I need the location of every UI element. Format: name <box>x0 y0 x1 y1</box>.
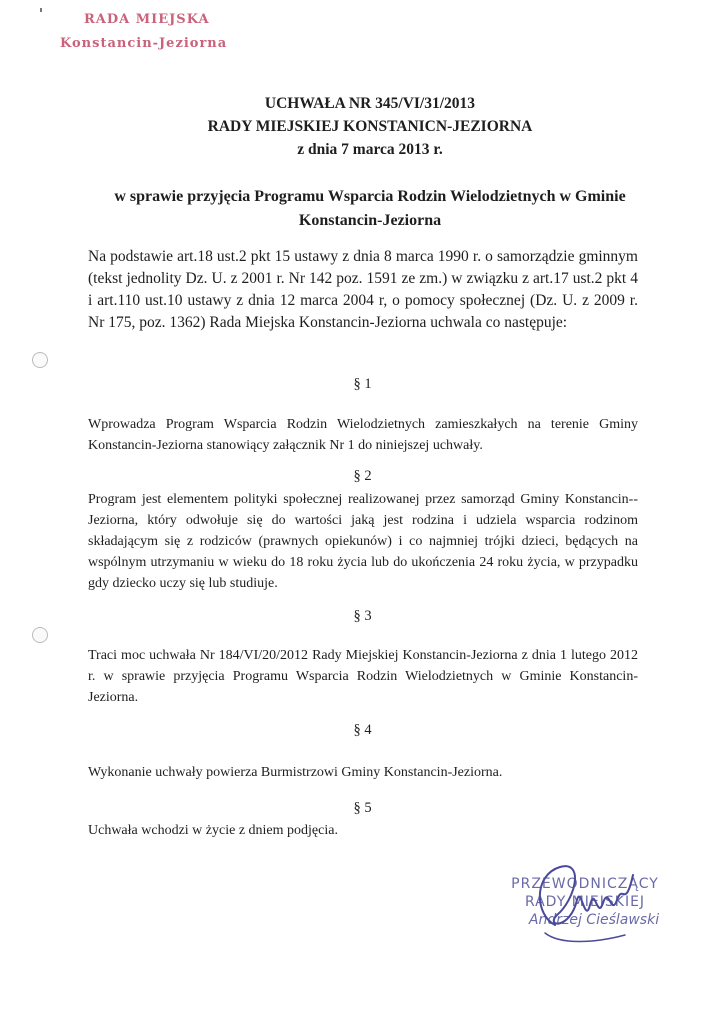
resolution-body: RADY MIEJSKIEJ KONSTANICN-JEZIORNA <box>207 118 533 135</box>
resolution-date: z dnia 7 marca 2013 r. <box>297 141 443 158</box>
section-mark: § 3 <box>353 608 372 624</box>
subject-line-1: w sprawie przyjęcia Programu Wsparcia Rodzin Wielodzietnych w Gminie <box>114 188 626 205</box>
section-text: Uchwała wchodzi w życie z dniem podjęcia. <box>88 823 338 838</box>
section-mark: § 5 <box>353 800 372 816</box>
section-mark: § 1 <box>353 376 372 392</box>
preamble: Na podstawie art.18 ust.2 pkt 15 ustawy z dnia 8 marca 1990 r. o samorządzie gminnym (tekst jednolity Dz. U. z 2001 r. Nr 142 poz. 1591 ze zm.) w związku z art.17 ust.2 pkt 4 i art.110 ust.10 ustawy z dnia 12 marca 2004 r, o pomocy społecznej (Dz. U. z 2009 r. Nr 175, poz. 1362) Rada Miejska Konstancin-Jeziorna uchwala co następuje: <box>88 248 638 331</box>
council-stamp <box>60 8 227 56</box>
page-mark <box>40 8 42 12</box>
punch-hole-icon <box>32 627 48 643</box>
section-text: Traci moc uchwała Nr 184/VI/20/2012 Rady Miejskiej Konstancin-Jeziorna z dnia 1 lutego 2012 r. w sprawie przyjęcia Programu Wsparcia Rodzin Wielodzietnych w Gminie Konstancin-Jeziorna. <box>88 648 638 705</box>
chairman-stamp-line-2: RADY MIEJSKIEJ <box>524 894 646 910</box>
section-mark: § 4 <box>353 722 372 738</box>
section-text: Program jest elementem polityki społecznej realizowanej przez samorząd Gminy Konstancin--Jeziorna, który odwołuje się do wartości jaką jest rodzina i udziela wsparcia rodzinom składającym się z rodziców (prawnych opiekunów) i co najmniej trójki dzieci, będących na wspólnym utrzymaniu w wieku do 18 roku życia lub do ukończenia 24 roku życia, w przypadku gdy dziecko uczy się lub studiuje. <box>88 492 638 591</box>
section-text: Wprowadza Program Wsparcia Rodzin Wielodzietnych zamieszkałych na terenie Gminy Konstancin-Jeziorna stanowiący załącznik Nr 1 do niniejszej uchwały. <box>88 417 638 453</box>
section-mark: § 2 <box>353 468 372 484</box>
stamp-line-1: RADA MIEJSKA <box>84 12 210 27</box>
chairman-name: Andrzej Cieślawski <box>528 912 660 928</box>
subject-line-2: Konstancin-Jeziorna <box>298 212 442 229</box>
punch-hole-icon <box>32 352 48 368</box>
section-text: Wykonanie uchwały powierza Burmistrzowi Gminy Konstancin-Jeziorna. <box>88 765 503 780</box>
chairman-stamp-line-1: PRZEWODNICZĄCY <box>511 876 659 892</box>
resolution-number: UCHWAŁA NR 345/VI/31/2013 <box>264 95 476 112</box>
handwritten-signature <box>515 855 650 950</box>
stamp-line-2: Konstancin-Jeziorna <box>60 36 228 51</box>
